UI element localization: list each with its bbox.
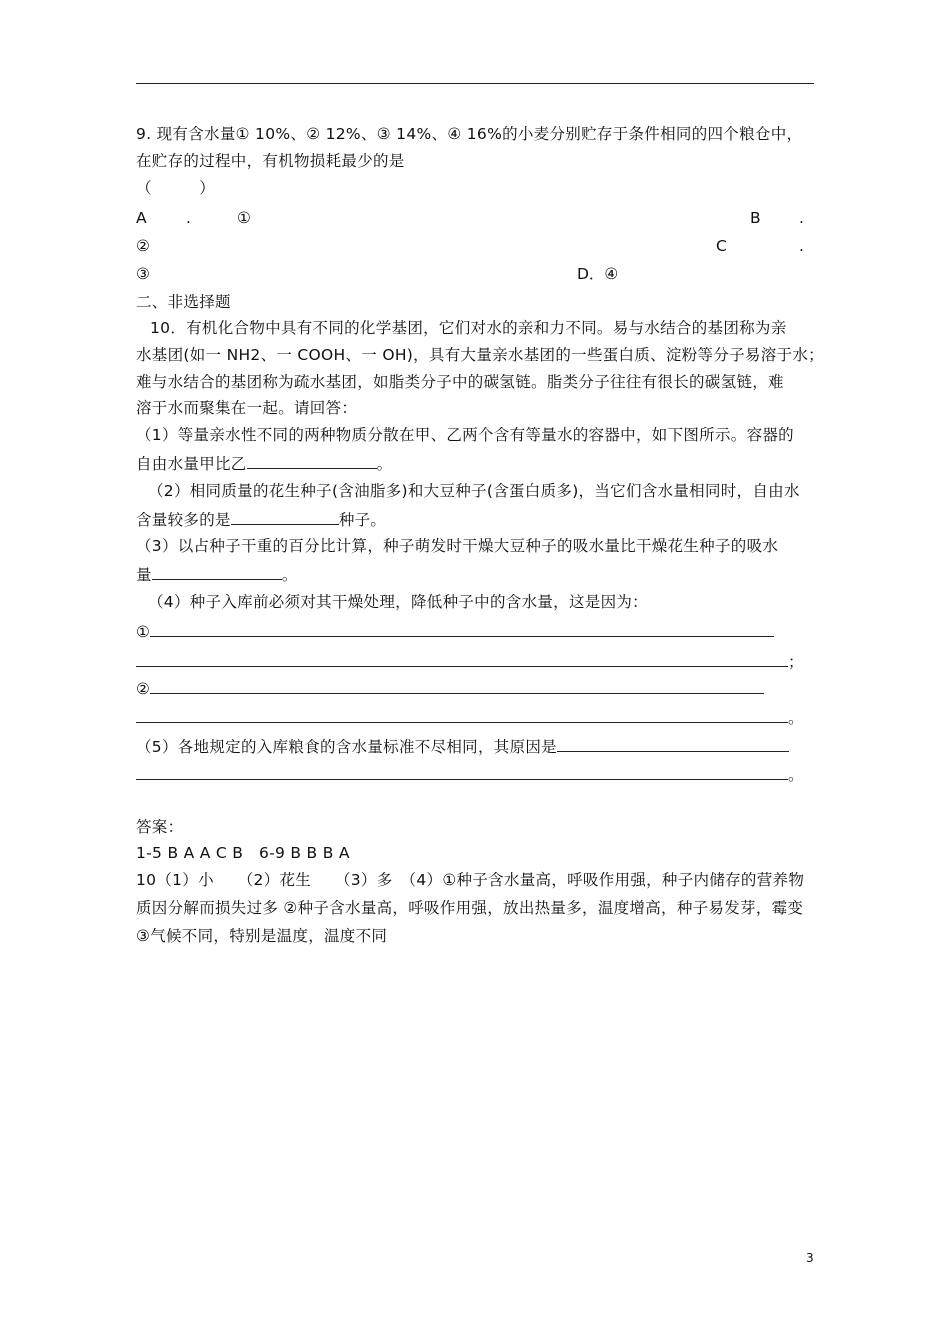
q9-stem-line2: 在贮存的过程中，有机物损耗最少的是 xyxy=(136,152,405,170)
answer-label: 答案： xyxy=(136,818,184,836)
answer-line3: 质因分解而损失过多 ②种子含水量高，呼吸作用强，放出热量多，温度增高，种子易发芽，霉变 xyxy=(136,899,804,917)
q10-sub1-text: 自由水量甲比乙 xyxy=(136,455,247,473)
q10-sub4-reason1-line2 xyxy=(136,650,804,672)
q10-sub4-reason1-line1 xyxy=(136,620,774,642)
q10-sub5-period: 。 xyxy=(788,766,804,784)
q9-option-a-value: ① xyxy=(237,209,251,227)
q10-sub4-text: （4）种子入库前必须对其干燥处理，降低种子中的含水量，这是因为： xyxy=(148,593,648,611)
q10-sub2-text: 含量较多的是 xyxy=(136,511,231,529)
q9-option-c-letter: C xyxy=(716,237,727,255)
q10-sub4-semicolon: ； xyxy=(788,653,804,671)
q10-para-line1: 10．有机化合物中具有不同的化学基团，它们对水的亲和力不同。易与水结合的基团称为亲 xyxy=(150,319,787,337)
q10-sub4-blank1a[interactable] xyxy=(150,620,774,637)
q10-sub5-blank-b[interactable] xyxy=(136,763,788,780)
page-number: 3 xyxy=(806,1251,814,1265)
q10-sub3-line2 xyxy=(136,563,298,585)
answer-line2: 10（1）小 （2）花生 （3）多 （4）①种子含水量高，呼吸作用强，种子内储存的营养物 xyxy=(136,871,805,889)
q10-sub2-blank[interactable] xyxy=(231,508,339,525)
q10-sub1-line1: （1）等量亲水性不同的两种物质分散在甲、乙两个含有等量水的容器中，如下图所示。容器的 xyxy=(136,426,794,444)
q10-sub2-end: 种子。 xyxy=(338,511,387,529)
q9-option-c-value: ③ xyxy=(136,265,150,283)
q9-option-b-dot: . xyxy=(799,209,804,227)
q9-option-d: D．④ xyxy=(577,265,619,283)
q10-sub4-reason2-line1 xyxy=(136,677,764,699)
q10-sub1-blank[interactable] xyxy=(247,452,377,469)
q9-option-b-value: ② xyxy=(136,237,150,255)
q10-sub4-reason2-line2 xyxy=(136,706,804,728)
q10-sub4-marker2: ② xyxy=(136,680,151,698)
q9-stem-line1: 9. 现有含水量① 10%、② 12%、③ 14%、④ 16%的小麦分别贮存于条件相同的四个粮仓中， xyxy=(136,125,803,143)
q10-sub5-text: （5）各地规定的入库粮食的含水量标准不尽相同，其原因是 xyxy=(136,738,557,756)
q9-option-a-dot: . xyxy=(186,209,191,227)
q10-sub1-end: 。 xyxy=(376,455,393,473)
q10-sub5-blank-a[interactable] xyxy=(557,735,789,752)
q9-option-a-letter: A xyxy=(136,209,147,227)
q10-sub3-blank[interactable] xyxy=(152,563,282,580)
q10-sub3-end: 。 xyxy=(281,566,298,584)
q10-sub4-blank1b[interactable] xyxy=(136,650,788,667)
q10-sub2-line2 xyxy=(136,508,386,530)
answer-line1: 1-5 B A A C B 6-9 B B B A xyxy=(136,844,350,862)
q10-para-line3: 难与水结合的基团称为疏水基团，如脂类分子中的碳氢链。脂类分子往往有很长的碳氢链，难 xyxy=(136,373,784,391)
header-rule xyxy=(136,83,814,84)
q9-answer-paren: （ ） xyxy=(136,179,216,197)
q10-sub3-line1: （3）以占种子干重的百分比计算，种子萌发时干燥大豆种子的吸水量比干燥花生种子的吸水 xyxy=(136,537,779,555)
q10-sub4-blank2b[interactable] xyxy=(136,706,788,723)
q10-sub5-line1 xyxy=(136,735,789,757)
q9-option-b-letter: B xyxy=(750,209,761,227)
section-heading: 二、非选择题 xyxy=(136,293,231,311)
q9-option-c-dot: . xyxy=(799,237,804,255)
q10-sub5-line2 xyxy=(136,763,804,785)
q10-sub4-period: 。 xyxy=(788,709,804,727)
q10-sub2-line1: （2）相同质量的花生种子(含油脂多)和大豆种子(含蛋白质多)，当它们含水量相同时，自由水 xyxy=(148,482,800,500)
q10-sub4-blank2a[interactable] xyxy=(150,677,764,694)
q10-para-line4: 溶于水而聚集在一起。请回答： xyxy=(136,399,358,417)
q10-para-line2: 水基团(如一 NH2、一 COOH、一 OH)，具有大量亲水基团的一些蛋白质、淀粉等分子易溶于水； xyxy=(136,346,824,364)
q10-sub1-line2 xyxy=(136,452,392,474)
q10-sub4-marker1: ① xyxy=(136,623,151,641)
q10-sub3-text: 量 xyxy=(136,566,152,584)
answer-line4: ③气候不同，特别是温度，温度不同 xyxy=(136,927,388,945)
